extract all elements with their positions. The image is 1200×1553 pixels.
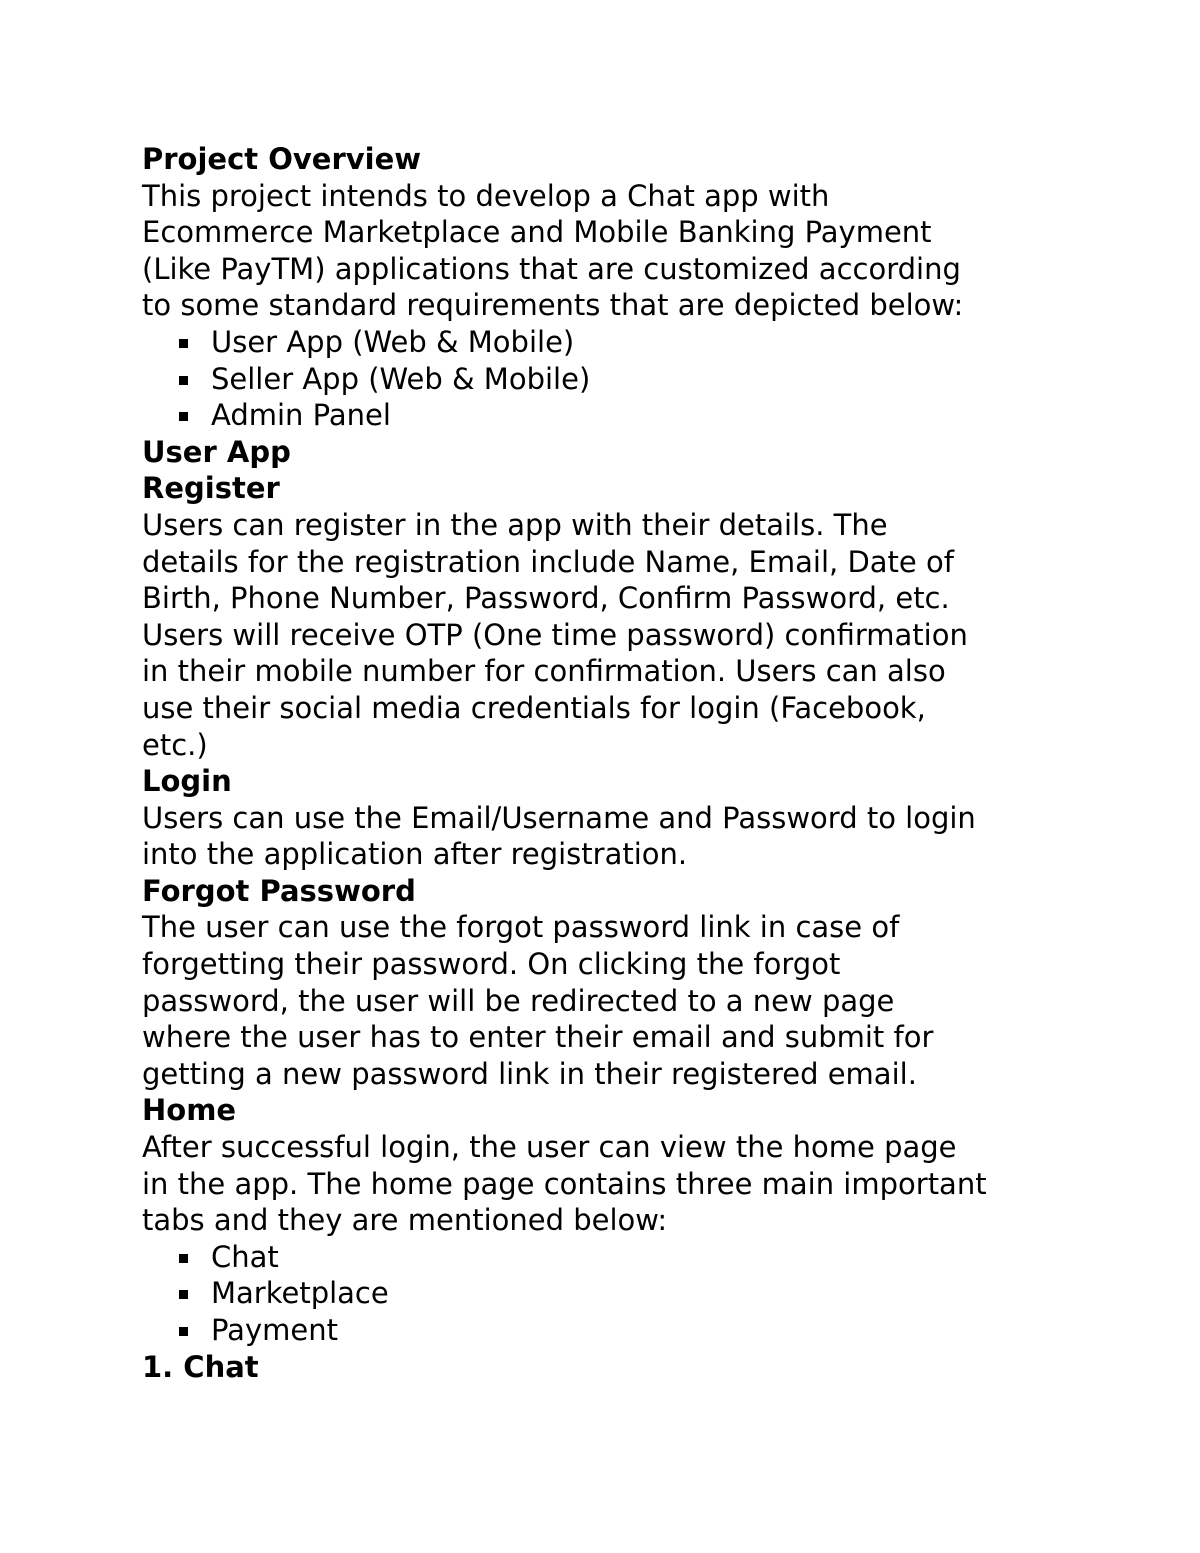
text-line: Users will receive OTP (One time password) confirmation — [142, 617, 968, 652]
text-line: to some standard requirements that are depicted below: — [142, 288, 964, 323]
list-home-tabs — [142, 1239, 1142, 1349]
text-line: in the app. The home page contains three main important — [142, 1166, 987, 1201]
paragraph-home — [142, 1129, 1142, 1239]
list-item — [142, 324, 1142, 361]
heading-home: Home — [142, 1093, 237, 1128]
text-line: Birth, Phone Number, Password, Confirm Password, etc. — [142, 581, 950, 616]
text-line: The user can use the forgot password link in case of — [142, 910, 900, 945]
text-line: use their social media credentials for login (Facebook, — [142, 690, 926, 725]
text-line: This project intends to develop a Chat app with — [142, 178, 830, 213]
document-page — [142, 141, 1142, 1385]
list-item-text: Chat — [211, 1239, 279, 1274]
heading-chat: 1. Chat — [142, 1349, 259, 1384]
paragraph-login — [142, 800, 1142, 873]
paragraph-project-overview — [142, 178, 1142, 324]
text-line: details for the registration include Name, Email, Date of — [142, 544, 954, 579]
heading-forgot-password: Forgot Password — [142, 873, 416, 908]
heading-user-app: User App — [142, 434, 291, 469]
list-item — [142, 1275, 1142, 1312]
text-line: password, the user will be redirected to a new page — [142, 983, 895, 1018]
paragraph-register — [142, 507, 1142, 763]
list-item — [142, 361, 1142, 398]
heading-project-overview: Project Overview — [142, 142, 422, 176]
text-line: etc.) — [142, 727, 208, 762]
text-line: forgetting their password. On clicking the forgot — [142, 947, 841, 982]
text-line: into the application after registration. — [142, 837, 688, 872]
heading-login: Login — [142, 764, 232, 799]
square-bullet-icon — [179, 1327, 188, 1336]
square-bullet-icon — [179, 1254, 188, 1263]
text-line: Users can register in the app with their details. The — [142, 507, 888, 542]
list-apps — [142, 324, 1142, 434]
list-item — [142, 1312, 1142, 1349]
square-bullet-icon — [179, 412, 188, 421]
text-line: where the user has to enter their email and submit for — [142, 1020, 934, 1055]
text-line: Users can use the Email/Username and Password to login — [142, 800, 976, 835]
list-item — [142, 397, 1142, 434]
text-line: (Like PayTM) applications that are customized according — [142, 251, 961, 286]
list-item-text: Seller App (Web & Mobile) — [211, 361, 591, 396]
text-line: tabs and they are mentioned below: — [142, 1203, 668, 1238]
square-bullet-icon — [179, 339, 188, 348]
list-item-text: Payment — [211, 1313, 338, 1347]
list-item — [142, 1239, 1142, 1276]
paragraph-forgot-password — [142, 909, 1142, 1092]
text-line: After successful login, the user can view the home page — [142, 1130, 957, 1165]
list-item-text: Marketplace — [211, 1276, 389, 1311]
list-item-text: User App (Web & Mobile) — [211, 324, 575, 359]
square-bullet-icon — [179, 1290, 188, 1299]
list-item-text: Admin Panel — [211, 398, 391, 433]
text-line: getting a new password link in their registered email. — [142, 1056, 917, 1091]
text-line: Ecommerce Marketplace and Mobile Banking Payment — [142, 215, 932, 250]
square-bullet-icon — [179, 376, 188, 385]
text-line: in their mobile number for confirmation. Users can also — [142, 654, 946, 689]
heading-register: Register — [142, 471, 280, 506]
